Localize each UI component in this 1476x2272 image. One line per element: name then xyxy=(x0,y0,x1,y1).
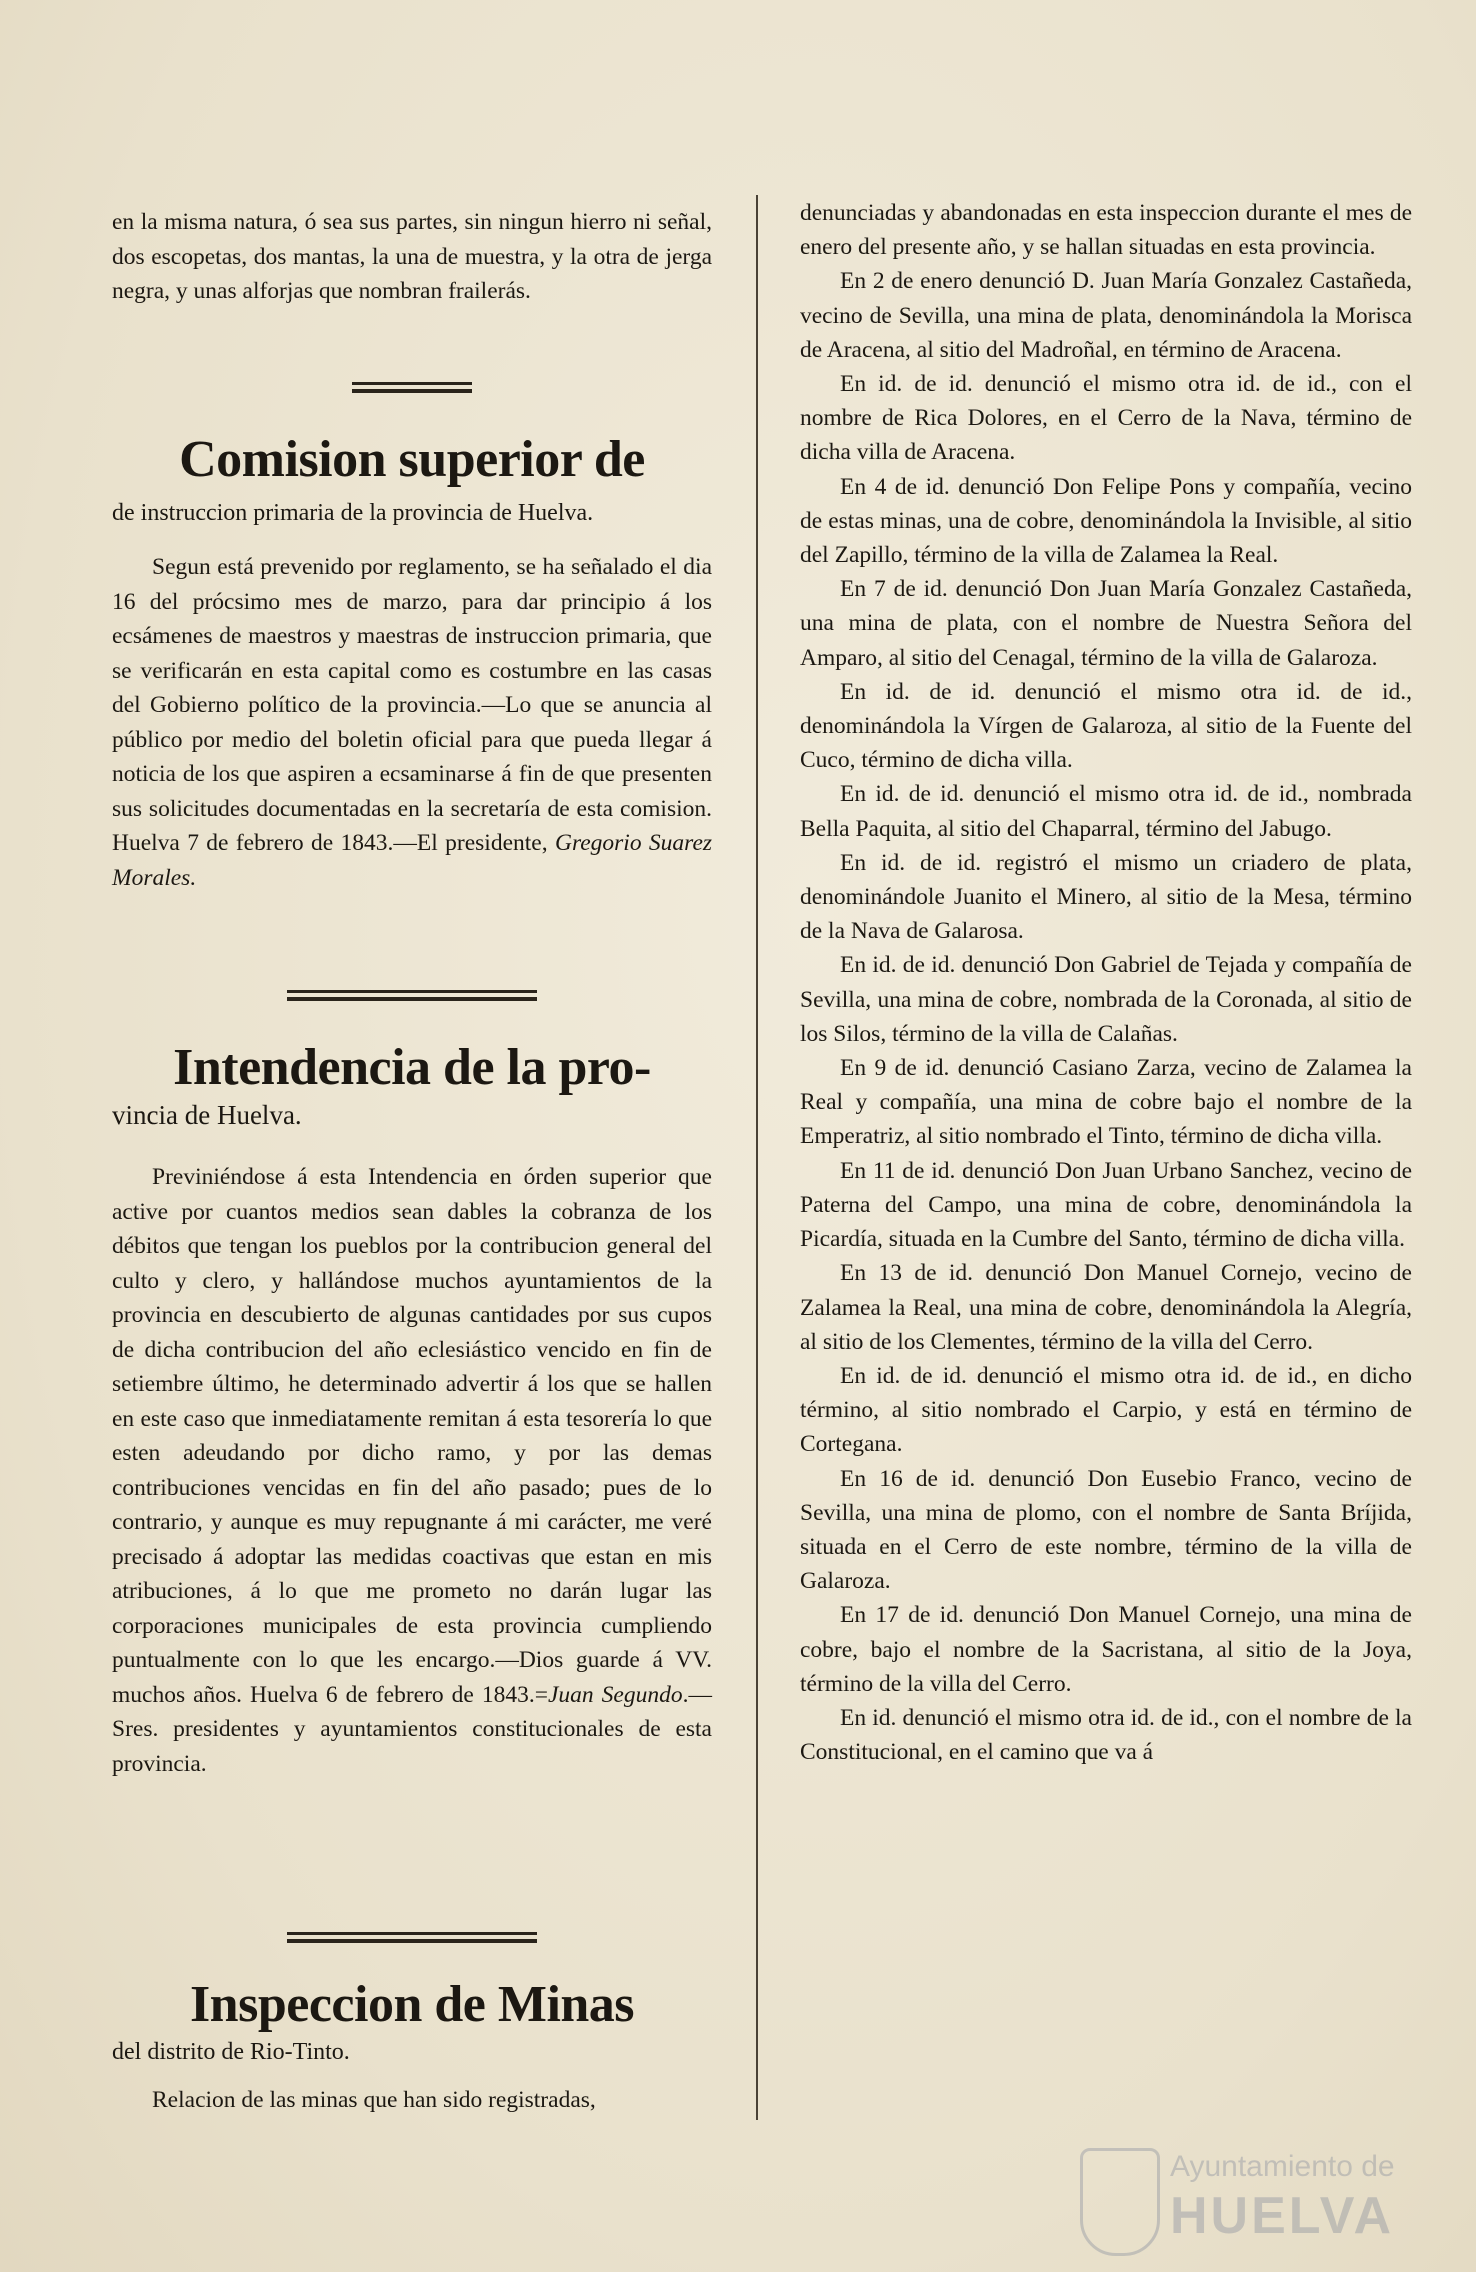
section-comision xyxy=(112,430,712,895)
list-item: En id. denunció el mismo otra id. de id., con el nombre de la Constitucional, en el camino que va á xyxy=(800,1704,1412,1766)
section-title: Intendencia de la pro- xyxy=(173,1039,651,1096)
shield-icon xyxy=(1080,2148,1160,2256)
column-divider xyxy=(756,195,758,2120)
list-item: En 17 de id. denunció Don Manuel Cornejo, una mina de cobre, bajo el nombre de la Sacristana, al sitio de la Joya, término de la villa del Cerro. xyxy=(800,1602,1412,1697)
section-title: Inspeccion de Minas xyxy=(189,1976,635,2033)
section-subtitle: del distrito de Rio-Tinto. xyxy=(112,2039,350,2065)
separator xyxy=(112,990,712,1002)
body-text: Segun está prevenido por reglamento, se ha señalado el dia 16 del prócsimo mes de marzo, para dar principio á los ecsámenes de maestros y maestras de instruccion primaria, que se verificarán en esta capital como es costumbre en las casas del Gobierno político de la provincia.—Lo que se anuncia al público por medio del boletin oficial para que pueda llegar á noticia de los que aspiren a ecsaminarse á fin de que presenten sus solicitudes documentadas en la secretaría de esta comision. Huelva 7 de febrero de 1843.—El presidente, xyxy=(112,554,712,856)
intro-block xyxy=(112,205,712,309)
list-item: En 7 de id. denunció Don Juan María Gonzalez Castañeda, una mina de plata, con el nombre de Nuestra Señora del Amparo, al sitio del Cenagal, término de la villa de Galaroza. xyxy=(800,576,1412,671)
intro-paragraph: en la misma natura, ó sea sus partes, sin ningun hierro ni señal, dos escopetas, dos mantas, la una de muestra, y la otra de jerga negra, y unas alforjas que nombran frailerás. xyxy=(112,209,712,304)
list-item: En id. de id. denunció Don Gabriel de Tejada y compañía de Sevilla, una mina de cobre, nombrada de la Coronada, al sitio de los Silos, término de la villa de Calañas. xyxy=(800,952,1412,1047)
list-item: En id. de id. denunció el mismo otra id. de id., nombrada Bella Paquita, al sitio del Chaparral, término del Jabugo. xyxy=(800,781,1412,842)
signature: Juan Segundo xyxy=(548,1681,683,1708)
archive-watermark xyxy=(1080,2148,1395,2258)
list-item: En id. de id. registró el mismo un criadero de plata, denominándole Juanito el Minero, al sitio de la Mesa, término de la Nava de Galarosa. xyxy=(800,849,1412,945)
list-item: En 11 de id. denunció Don Juan Urbano Sanchez, vecino de Paterna del Campo, una mina de cobre, denominándola la Picardía, situada en la Cumbre del Santo, término de dicha villa. xyxy=(800,1157,1412,1253)
separator xyxy=(112,382,712,394)
list-item: denunciadas y abandonadas en esta inspeccion durante el mes de enero del presente año, y se hallan situadas en esta provincia. xyxy=(800,200,1412,261)
list-item: En 16 de id. denunció Don Eusebio Franco, vecino de Sevilla, una mina de plomo, con el nombre de Santa Bríjida, situada en el Cerro de este nombre, término de la villa de Galaroza. xyxy=(800,1465,1412,1595)
list-item: En 13 de id. denunció Don Manuel Cornejo, vecino de Zalamea la Real, una mina de cobre, denominándola la Alegría, al sitio de los Clementes, término de la villa del Cerro. xyxy=(800,1260,1412,1355)
separator xyxy=(112,1932,712,1944)
list-item: En 9 de id. denunció Casiano Zarza, vecino de Zalamea la Real y compañía, una mina de cobre bajo el nombre de la Emperatriz, al sitio nombrado el Tinto, término de dicha villa. xyxy=(800,1055,1412,1150)
list-item: En 4 de id. denunció Don Felipe Pons y compañía, vecino de estas minas, una de cobre, denominándola la Invisible, al sitio del Zapillo, término de la villa de Zalamea la Real. xyxy=(800,473,1412,569)
list-item: En id. de id. denunció el mismo otra id. de id., con el nombre de Rica Dolores, en el Cerro de la Nava, término de dicha villa de Aracena. xyxy=(800,371,1412,466)
section-inspeccion xyxy=(112,1975,712,2118)
list-item: En id. de id. denunció el mismo otra id. de id., en dicho término, al sitio nombrado el Carpio, y está en término de Cortegana. xyxy=(800,1362,1412,1458)
list-item: En id. de id. denunció el mismo otra id. de id., denominándola la Vírgen de Galaroza, al sitio de la Fuente del Cuco, término de dicha villa. xyxy=(800,678,1412,774)
section-subtitle: vincia de Huelva. xyxy=(112,1100,302,1130)
section-body xyxy=(112,1160,712,1781)
body-text: Previniéndose á esta Intendencia en órden superior que active por cuantos medios sean dables la cobranza de los débitos que tengan los pueblos por la contribucion general del culto y clero, y hallándose muchos ayuntamientos de la provincia en descubierto de algunas cantidades por sus cupos de dicha contribucion del año eclesiástico vencido en fin de setiembre último, he determinado advertir á los que se hallen en este caso que inmediatamente remitan á esta tesorería lo que esten adeudando por dicho ramo, y por las demas contribuciones vencidas en fin del año pasado; pues de lo contrario, y aunque es muy repugnante á mi carácter, me veré precisado á adoptar las medidas coactivas que estan en mis atribuciones, á lo que me prometo no darán lugar las corporaciones municipales de esta provincia cumpliendo puntualmente con lo que les encargo.—Dios guarde á VV. muchos años. Huelva 6 de febrero de 1843.= xyxy=(112,1164,712,1708)
double-rule-icon xyxy=(287,1932,537,1944)
section-intendencia xyxy=(112,1038,712,1781)
section-title: Comision superior de xyxy=(179,431,645,488)
watermark-line1: Ayuntamiento de xyxy=(1170,2150,1395,2183)
watermark-line2: HUELVA xyxy=(1170,2187,1395,2245)
signature: Gregorio Suarez Morales. xyxy=(112,830,713,891)
body-text-end: .—Sres. presidentes y ayuntamientos constitucionales de esta provincia. xyxy=(112,1681,712,1777)
double-rule-icon xyxy=(352,382,472,394)
mines-list xyxy=(800,196,1412,1769)
section-body xyxy=(112,550,712,895)
section-body: Relacion de las minas que han sido registradas, xyxy=(152,2087,596,2113)
double-rule-icon xyxy=(287,990,537,1002)
list-item: En 2 de enero denunció D. Juan María Gonzalez Castañeda, vecino de Sevilla, una mina de plata, denominándola la Morisca de Aracena, al sitio del Madroñal, en término de Aracena. xyxy=(800,268,1412,363)
section-subtitle: de instruccion primaria de la provincia de Huelva. xyxy=(112,500,594,526)
